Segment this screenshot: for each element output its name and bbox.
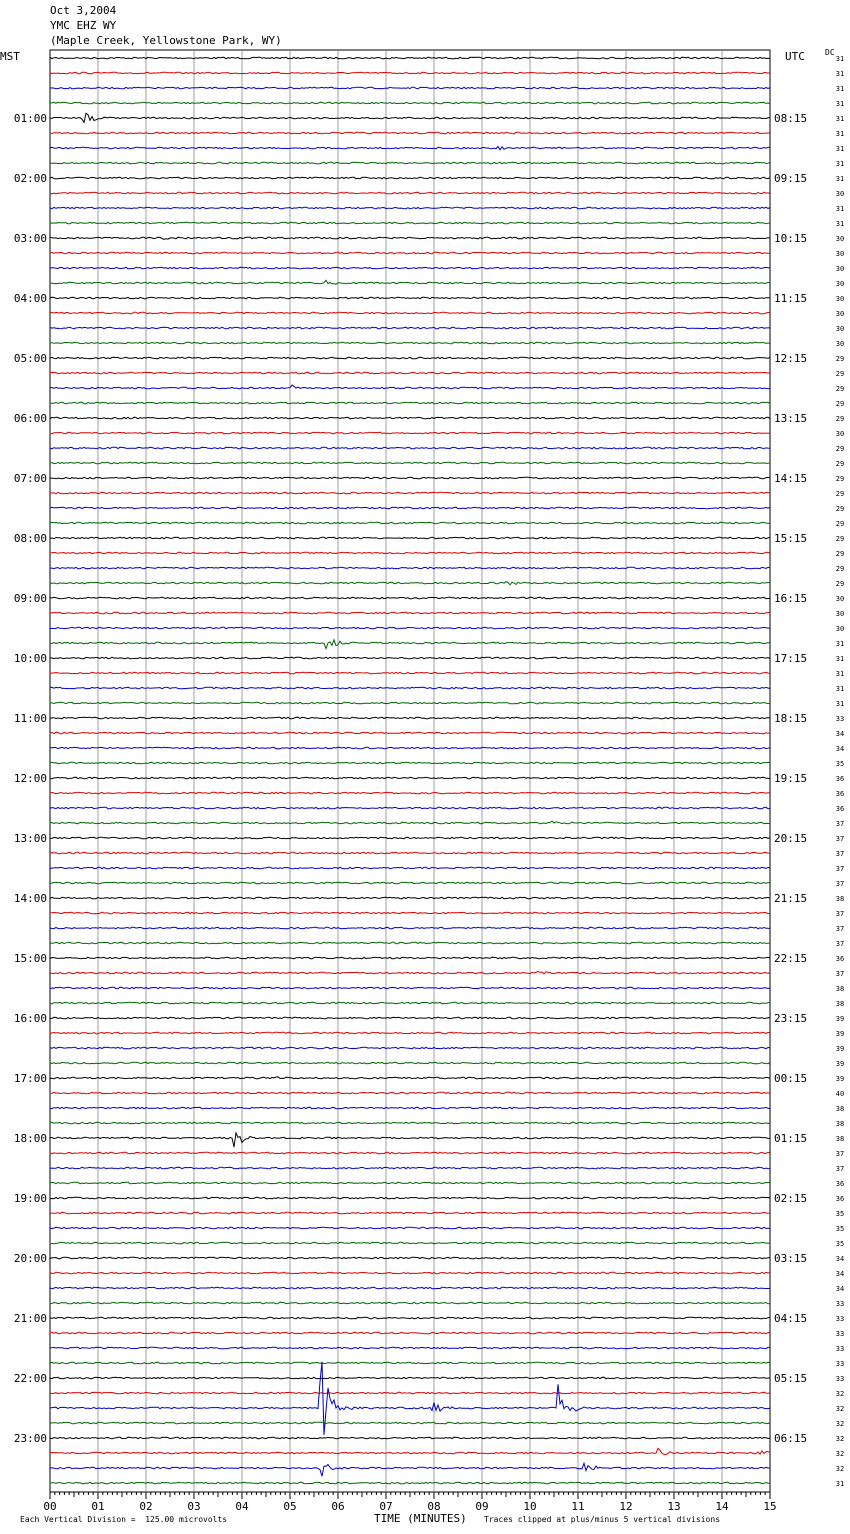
dc-value: 35	[835, 1210, 845, 1218]
x-tick-label: 14	[715, 1500, 729, 1513]
dc-value: 31	[835, 100, 845, 108]
dc-value: 36	[835, 1180, 845, 1188]
trace-line	[50, 807, 770, 809]
dc-value: 29	[835, 490, 845, 498]
x-tick-label: 12	[619, 1500, 633, 1513]
mst-hour-label: 11:00	[13, 712, 47, 725]
dc-value: 30	[835, 265, 845, 273]
dc-label: DC	[825, 48, 835, 57]
dc-value: 29	[835, 460, 845, 468]
trace-line	[50, 342, 770, 344]
trace-line	[50, 113, 770, 122]
mst-hour-label: 07:00	[13, 472, 47, 485]
dc-value: 37	[835, 1150, 845, 1158]
trace-line	[50, 102, 770, 104]
dc-value: 36	[835, 775, 845, 783]
dc-value: 29	[835, 385, 845, 393]
mst-hour-label: 05:00	[13, 352, 47, 365]
dc-value: 33	[835, 1345, 845, 1353]
dc-value: 31	[835, 1480, 845, 1488]
utc-hour-label: 21:15	[774, 892, 808, 905]
dc-value: 31	[835, 145, 845, 153]
dc-value: 37	[835, 925, 845, 933]
utc-hour-label: 10:15	[774, 232, 808, 245]
trace-line	[50, 1122, 770, 1124]
trace-line	[50, 987, 770, 989]
dc-value: 32	[835, 1405, 845, 1413]
trace-line	[50, 1182, 770, 1184]
utc-hour-label: 05:15	[774, 1372, 808, 1385]
dc-value: 33	[835, 1375, 845, 1383]
utc-hour-label: 22:15	[774, 952, 808, 965]
trace-line	[50, 132, 770, 134]
trace-line	[50, 1463, 770, 1476]
dc-value: 30	[835, 190, 845, 198]
dc-value: 32	[835, 1465, 845, 1473]
trace-line	[50, 72, 770, 74]
trace-line	[50, 522, 770, 524]
dc-value: 39	[835, 1015, 845, 1023]
dc-value: 35	[835, 760, 845, 768]
trace-line	[50, 567, 770, 569]
utc-hour-label: 03:15	[774, 1252, 808, 1265]
trace-line	[50, 222, 770, 224]
dc-value: 37	[835, 835, 845, 843]
trace-line	[50, 385, 770, 389]
trace-line	[50, 672, 770, 674]
location-label: (Maple Creek, Yellowstone Park, WY)	[50, 34, 282, 47]
dc-value: 37	[835, 820, 845, 828]
trace-line	[50, 582, 770, 585]
dc-value: 38	[835, 1105, 845, 1113]
dc-value: 33	[835, 1300, 845, 1308]
dc-value: 29	[835, 445, 845, 453]
dc-value: 31	[835, 175, 845, 183]
trace-line	[50, 192, 770, 194]
dc-value: 34	[835, 745, 845, 753]
trace-line	[50, 207, 770, 209]
trace-line	[50, 1362, 770, 1435]
mst-hour-label: 06:00	[13, 412, 47, 425]
x-tick-label: 09	[475, 1500, 489, 1513]
mst-hour-label: 09:00	[13, 592, 47, 605]
trace-line	[50, 327, 770, 329]
dc-value: 37	[835, 865, 845, 873]
trace-line	[50, 1287, 770, 1289]
dc-value: 39	[835, 1060, 845, 1068]
trace-line	[50, 1392, 770, 1394]
x-tick-label: 08	[427, 1500, 441, 1513]
dc-value: 30	[835, 235, 845, 243]
trace-line	[50, 1332, 770, 1334]
dc-value: 36	[835, 955, 845, 963]
trace-line	[50, 732, 770, 734]
dc-value: 29	[835, 550, 845, 558]
mst-hour-label: 15:00	[13, 952, 47, 965]
trace-line	[50, 1032, 770, 1034]
mst-label: MST	[0, 50, 20, 63]
trace-line	[50, 1167, 770, 1169]
dc-value: 38	[835, 1120, 845, 1128]
mst-hour-label: 23:00	[13, 1432, 47, 1445]
trace-line	[50, 177, 770, 179]
trace-line	[50, 1017, 770, 1019]
dc-value: 31	[835, 685, 845, 693]
trace-line	[50, 402, 770, 404]
x-tick-label: 07	[379, 1500, 393, 1513]
trace-line	[50, 1437, 770, 1439]
dc-value: 37	[835, 850, 845, 858]
trace-line	[50, 1062, 770, 1064]
date-label: Oct 3,2004	[50, 4, 117, 17]
utc-hour-label: 18:15	[774, 712, 808, 725]
dc-value: 29	[835, 475, 845, 483]
trace-line	[50, 372, 770, 374]
dc-value: 31	[835, 670, 845, 678]
dc-value: 30	[835, 295, 845, 303]
mst-hour-label: 21:00	[13, 1312, 47, 1325]
dc-value: 37	[835, 880, 845, 888]
dc-value: 30	[835, 625, 845, 633]
trace-line	[50, 821, 770, 824]
dc-value: 31	[835, 220, 845, 228]
dc-value: 37	[835, 1165, 845, 1173]
utc-hour-label: 17:15	[774, 652, 808, 665]
mst-hour-label: 13:00	[13, 832, 47, 845]
trace-line	[50, 1377, 770, 1379]
dc-value: 29	[835, 580, 845, 588]
trace-line	[50, 1133, 770, 1147]
utc-hour-label: 11:15	[774, 292, 808, 305]
dc-value: 30	[835, 325, 845, 333]
mst-hour-label: 03:00	[13, 232, 47, 245]
x-tick-label: 11	[571, 1500, 585, 1513]
trace-line	[50, 687, 770, 689]
trace-line	[50, 702, 770, 704]
trace-line	[50, 552, 770, 554]
trace-line	[50, 417, 770, 419]
utc-hour-label: 02:15	[774, 1192, 808, 1205]
x-axis-title: TIME (MINUTES)	[374, 1512, 467, 1525]
x-tick-label: 13	[667, 1500, 681, 1513]
utc-hour-label: 04:15	[774, 1312, 808, 1325]
trace-line	[50, 1347, 770, 1349]
trace-line	[50, 312, 770, 314]
trace-line	[50, 297, 770, 299]
x-tick-label: 06	[331, 1500, 345, 1513]
dc-value: 34	[835, 1285, 845, 1293]
trace-line	[50, 837, 770, 839]
utc-hour-label: 00:15	[774, 1072, 808, 1085]
dc-value: 39	[835, 1075, 845, 1083]
dc-value: 37	[835, 910, 845, 918]
trace-line	[50, 612, 770, 614]
trace-line	[50, 1107, 770, 1109]
dc-value: 32	[835, 1420, 845, 1428]
dc-value: 31	[835, 205, 845, 213]
mst-hour-label: 04:00	[13, 292, 47, 305]
dc-value: 30	[835, 250, 845, 258]
dc-value: 33	[835, 1330, 845, 1338]
dc-value: 30	[835, 595, 845, 603]
station-label: YMC EHZ WY	[50, 19, 117, 32]
mst-hour-label: 16:00	[13, 1012, 47, 1025]
dc-value: 35	[835, 1240, 845, 1248]
dc-value: 29	[835, 415, 845, 423]
utc-hour-label: 14:15	[774, 472, 808, 485]
trace-line	[50, 1272, 770, 1274]
trace-line	[50, 1317, 770, 1319]
trace-line	[50, 1212, 770, 1214]
utc-hour-label: 23:15	[774, 1012, 808, 1025]
mst-hour-label: 02:00	[13, 172, 47, 185]
trace-line	[50, 762, 770, 764]
utc-hour-label: 08:15	[774, 112, 808, 125]
dc-value: 29	[835, 370, 845, 378]
dc-value: 31	[835, 55, 845, 63]
dc-value: 36	[835, 790, 845, 798]
trace-line	[50, 87, 770, 89]
trace-line	[50, 867, 770, 869]
x-tick-label: 01	[91, 1500, 105, 1513]
x-tick-label: 15	[763, 1500, 777, 1513]
dc-value: 34	[835, 730, 845, 738]
dc-value: 37	[835, 940, 845, 948]
trace-line	[50, 447, 770, 449]
dc-value: 29	[835, 355, 845, 363]
mst-hour-label: 10:00	[13, 652, 47, 665]
x-tick-label: 03	[187, 1500, 201, 1513]
trace-line	[50, 1002, 770, 1004]
utc-hour-label: 06:15	[774, 1432, 808, 1445]
dc-value: 31	[835, 655, 845, 663]
utc-hour-label: 15:15	[774, 532, 808, 545]
trace-line	[50, 627, 770, 629]
trace-line	[50, 1152, 770, 1154]
trace-line	[50, 237, 770, 239]
trace-line	[50, 462, 770, 464]
trace-line	[50, 640, 770, 649]
trace-line	[50, 657, 770, 659]
dc-value: 32	[835, 1390, 845, 1398]
dc-value: 31	[835, 160, 845, 168]
trace-line	[50, 1047, 770, 1049]
dc-value: 30	[835, 310, 845, 318]
dc-value: 33	[835, 1360, 845, 1368]
dc-value: 33	[835, 715, 845, 723]
dc-value: 38	[835, 1000, 845, 1008]
trace-line	[50, 957, 770, 959]
dc-value: 31	[835, 85, 845, 93]
x-tick-label: 10	[523, 1500, 537, 1513]
dc-value: 39	[835, 1030, 845, 1038]
trace-line	[50, 852, 770, 854]
dc-value: 31	[835, 700, 845, 708]
division-note: Each Vertical Division = 125.00 microvolts	[20, 1515, 228, 1524]
dc-value: 34	[835, 1270, 845, 1278]
dc-value: 31	[835, 70, 845, 78]
utc-hour-label: 12:15	[774, 352, 808, 365]
trace-line	[50, 971, 770, 974]
x-tick-label: 05	[283, 1500, 297, 1513]
trace-line	[50, 57, 770, 59]
trace-line	[50, 1092, 770, 1094]
trace-line	[50, 1077, 770, 1079]
trace-line	[50, 432, 770, 434]
trace-line	[50, 357, 770, 359]
trace-line	[50, 897, 770, 899]
x-tick-label: 02	[139, 1500, 153, 1513]
dc-value: 38	[835, 1135, 845, 1143]
trace-line	[50, 912, 770, 914]
trace-line	[50, 477, 770, 479]
mst-hour-label: 08:00	[13, 532, 47, 545]
utc-label: UTC	[785, 50, 805, 63]
dc-value: 29	[835, 565, 845, 573]
trace-line	[50, 507, 770, 509]
dc-value: 31	[835, 640, 845, 648]
utc-hour-label: 13:15	[774, 412, 808, 425]
mst-hour-label: 12:00	[13, 772, 47, 785]
trace-line	[50, 717, 770, 719]
trace-line	[50, 492, 770, 494]
mst-hour-label: 14:00	[13, 892, 47, 905]
dc-value: 32	[835, 1450, 845, 1458]
trace-line	[50, 1257, 770, 1259]
utc-hour-label: 09:15	[774, 172, 808, 185]
dc-value: 29	[835, 400, 845, 408]
utc-hour-label: 19:15	[774, 772, 808, 785]
dc-value: 34	[835, 1255, 845, 1263]
utc-hour-label: 16:15	[774, 592, 808, 605]
trace-line	[50, 1422, 770, 1424]
trace-line	[50, 792, 770, 794]
dc-value: 33	[835, 1315, 845, 1323]
dc-value: 30	[835, 430, 845, 438]
utc-hour-label: 01:15	[774, 1132, 808, 1145]
trace-line	[50, 1242, 770, 1244]
trace-line	[50, 1362, 770, 1364]
x-tick-label: 04	[235, 1500, 249, 1513]
mst-hour-label: 17:00	[13, 1072, 47, 1085]
dc-value: 30	[835, 610, 845, 618]
mst-hour-label: 18:00	[13, 1132, 47, 1145]
trace-line	[50, 1448, 770, 1454]
mst-hour-label: 20:00	[13, 1252, 47, 1265]
trace-line	[50, 597, 770, 599]
trace-line	[50, 882, 770, 884]
dc-value: 40	[835, 1090, 845, 1098]
dc-value: 29	[835, 535, 845, 543]
dc-value: 37	[835, 970, 845, 978]
dc-value: 35	[835, 1225, 845, 1233]
trace-line	[50, 280, 770, 284]
mst-hour-label: 01:00	[13, 112, 47, 125]
clip-note: Traces clipped at plus/minus 5 vertical divisions	[484, 1515, 721, 1524]
x-tick-label: 00	[43, 1500, 57, 1513]
dc-value: 31	[835, 115, 845, 123]
trace-line	[50, 252, 770, 254]
mst-hour-label: 22:00	[13, 1372, 47, 1385]
trace-line	[50, 777, 770, 779]
dc-value: 36	[835, 1195, 845, 1203]
dc-value: 38	[835, 985, 845, 993]
utc-hour-label: 20:15	[774, 832, 808, 845]
trace-line	[50, 267, 770, 269]
dc-value: 32	[835, 1435, 845, 1443]
mst-hour-label: 19:00	[13, 1192, 47, 1205]
dc-value: 30	[835, 340, 845, 348]
dc-value: 39	[835, 1045, 845, 1053]
trace-line	[50, 1482, 770, 1484]
trace-line	[50, 927, 770, 929]
dc-value: 38	[835, 895, 845, 903]
trace-line	[50, 162, 770, 164]
dc-value: 29	[835, 505, 845, 513]
trace-line	[50, 1197, 770, 1199]
dc-value: 31	[835, 130, 845, 138]
trace-line	[50, 147, 770, 150]
trace-line	[50, 1227, 770, 1229]
trace-line	[50, 1302, 770, 1304]
trace-line	[50, 942, 770, 944]
trace-line	[50, 747, 770, 749]
trace-line	[50, 537, 770, 539]
dc-value: 36	[835, 805, 845, 813]
dc-value: 29	[835, 520, 845, 528]
dc-value: 30	[835, 280, 845, 288]
plot-frame	[50, 50, 770, 1492]
